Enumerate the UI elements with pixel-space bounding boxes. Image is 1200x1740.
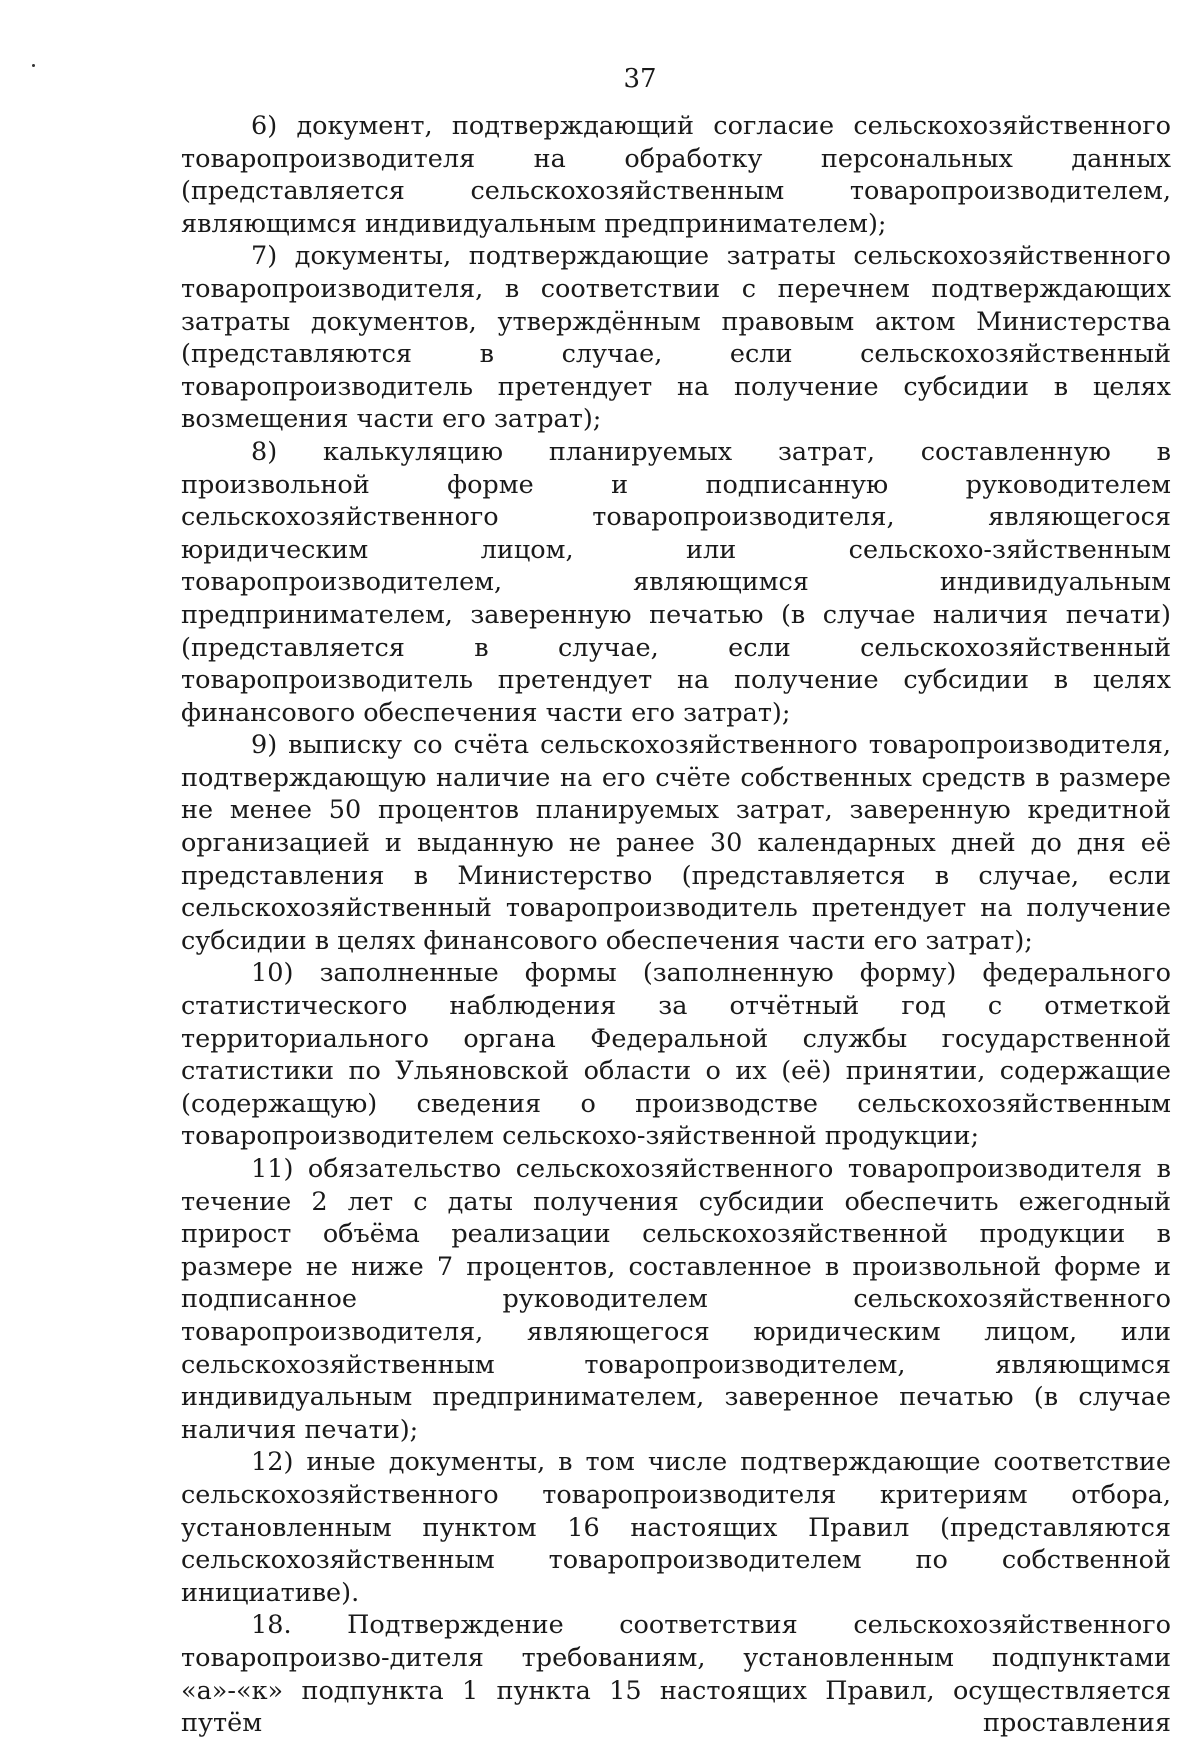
paragraph-item-8: 8) калькуляцию планируемых затрат, составленную в произвольной форме и подписанную руководителем сельскохозяйственного товаропроизводителя, являющегося юридическим лицом, или сельскохо-зяйственным товаропроизводителем, являющимся индивидуальным предпринимателем, заверенную печатью (в случае наличия печати) (представляется в случае, если сельскохозяйственный товаропроизводитель претендует на получение субсидии в целях финансового обеспечения части его затрат); — [181, 436, 1171, 728]
paragraph-item-12: 12) иные документы, в том числе подтверждающие соответствие сельскохозяйственного товаропроизводителя критериям отбора, установленным пунктом 16 настоящих Правил (представляются сельскохозяйственным товаропроизводителем по собственной инициативе). — [181, 1447, 1171, 1608]
page-number: 37 — [623, 64, 657, 94]
document-body — [181, 110, 1171, 1740]
paragraph-item-9: 9) выписку со счёта сельскохозяйственного товаропроизводителя, подтверждающую наличие на его счёте собственных средств в размере не менее 50 процентов планируемых затрат, заверенную кредитной организацией и выданную не ранее 30 календарных дней до дня её представления в Министерство (представляется в случае, если сельскохозяйственный товаропроизводитель претендует на получение субсидии в целях финансового обеспечения части его затрат); — [181, 730, 1171, 956]
paragraph-item-10: 10) заполненные формы (заполненную форму) федерального статистического наблюдения за отчётный год с отметкой территориального органа Федеральной службы государственной статистики по Ульяновской области о их (её) принятии, содержащие (содержащую) сведения о производстве сельскохозяйственным товаропроизводителем сельскохо-зяйственной продукции; — [181, 958, 1171, 1152]
paragraph-item-11: 11) обязательство сельскохозяйственного товаропроизводителя в течение 2 лет с даты получения субсидии обеспечить ежегодный прирост объёма реализации сельскохозяйственной продукции в размере не ниже 7 процентов, составленное в произвольной форме и подписанное руководителем сельскохозяйственного товаропроизводителя, являющегося юридическим лицом, или сельскохозяйственным товаропроизводителем, являющимся индивидуальным предпринимателем, заверенное печатью (в случае наличия печати); — [181, 1154, 1171, 1445]
paragraph-item-6: 6) документ, подтверждающий согласие сельскохозяйственного товаропроизводителя на обработку персональных данных (представляется сельскохозяйственным товаропроизводителем, являющимся индивидуальным предпринимателем); — [181, 111, 1171, 239]
paragraph-item-7: 7) документы, подтверждающие затраты сельскохозяйственного товаропроизводителя, в соответствии с перечнем подтверждающих затраты документов, утверждённым правовым актом Министерства (представляются в случае, если сельскохозяйственный товаропроизводитель претендует на получение субсидии в целях возмещения части его затрат); — [181, 241, 1171, 435]
paragraph-18: 18. Подтверждение соответствия сельскохозяйственного товаропроизво-дителя требованиям, установленным подпунктами «а»-«к» подпункта 1 пункта 15 настоящих Правил, осуществляется путём проставления — [181, 1610, 1171, 1739]
